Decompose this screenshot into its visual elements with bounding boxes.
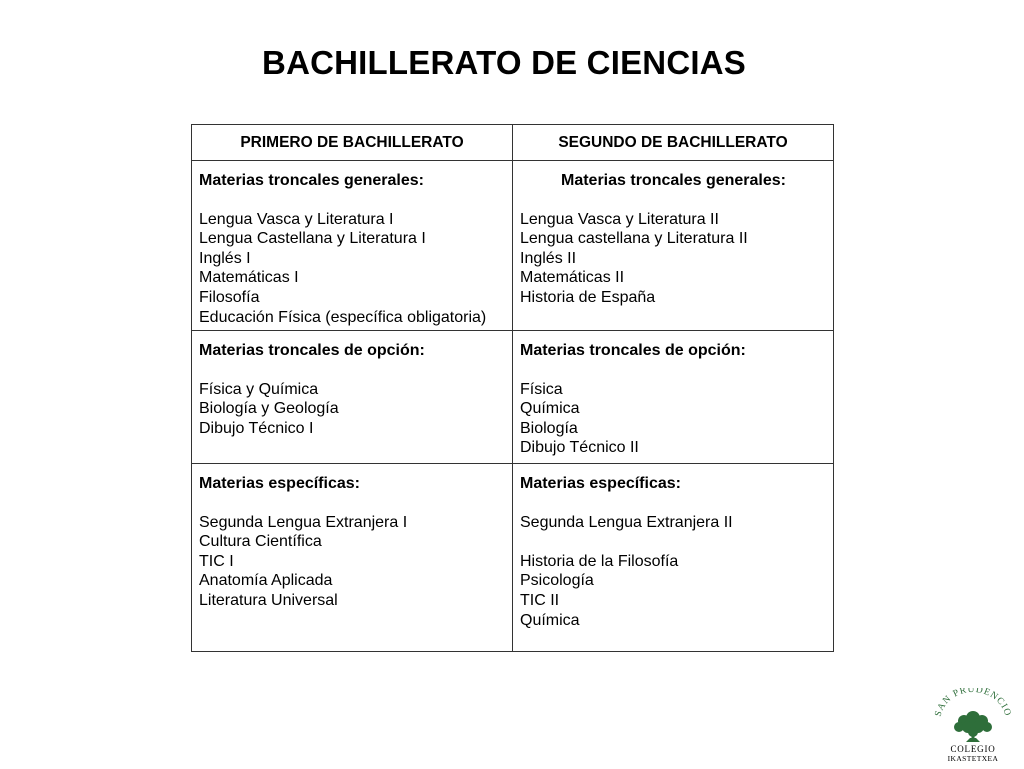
subject-item: Matemáticas I [199, 269, 299, 287]
subject-item: Educación Física (específica obligatoria) [199, 308, 487, 326]
subject-item: Lengua castellana y Literatura II [520, 230, 748, 248]
column-header-first-year: PRIMERO DE BACHILLERATO [192, 125, 513, 161]
section-heading: Materias específicas: [520, 475, 681, 492]
subject-item: Química [520, 400, 580, 418]
subject-item: Historia de España [520, 288, 656, 306]
subject-item: Dibujo Técnico II [520, 439, 639, 457]
section-heading: Materias específicas: [199, 475, 360, 492]
spacer [520, 532, 827, 552]
column-header-second-year: SEGUNDO DE BACHILLERATO [513, 125, 834, 161]
second-year-core-general-cell [513, 161, 834, 331]
first-year-specific-cell [192, 464, 513, 652]
section-heading: Materias troncales de opción: [520, 342, 746, 359]
subject-item: Dibujo Técnico I [199, 419, 314, 437]
first-year-core-general-cell [192, 161, 513, 331]
subject-item: Lengua Vasca y Literatura I [199, 210, 394, 228]
school-logo [930, 688, 1016, 764]
logo-line-colegio: COLEGIO [950, 744, 996, 754]
subject-item: Psicología [520, 572, 594, 590]
second-year-core-option-cell [513, 331, 834, 464]
subject-item: Química [520, 611, 580, 629]
subject-item: Filosofía [199, 288, 260, 306]
table-row [192, 331, 834, 464]
second-year-specific-cell [513, 464, 834, 652]
subject-item: Anatomía Aplicada [199, 572, 333, 590]
subject-item: Inglés I [199, 249, 251, 267]
subject-item: Cultura Científica [199, 533, 322, 551]
subjects-table [191, 124, 834, 652]
logo-line-ikastetxea: IKASTETXEA [947, 754, 999, 763]
subject-item: Literatura Universal [199, 591, 338, 609]
subject-item: Física y Química [199, 380, 319, 398]
subject-item: Lengua Castellana y Literatura I [199, 230, 426, 248]
subject-item: Segunda Lengua Extranjera I [199, 513, 408, 531]
subject-item: Lengua Vasca y Literatura II [520, 210, 719, 228]
subject-item: Inglés II [520, 249, 577, 267]
subject-item: Biología [520, 419, 578, 437]
logo-arc-text: SAN PRUDENCIO [933, 688, 1013, 718]
tree-logo-icon [930, 688, 1016, 764]
section-heading: Materias troncales generales: [561, 172, 786, 189]
subject-item: Biología y Geología [199, 400, 339, 418]
subject-item: TIC II [520, 591, 560, 609]
subject-item: Matemáticas II [520, 269, 625, 287]
subject-item: Historia de la Filosofía [520, 552, 679, 570]
subject-item: Física [520, 380, 563, 398]
table-row [192, 464, 834, 652]
section-heading: Materias troncales de opción: [199, 342, 425, 359]
subject-item: TIC I [199, 552, 234, 570]
subject-item: Segunda Lengua Extranjera II [520, 513, 733, 531]
page-title: BACHILLERATO DE CIENCIAS [262, 44, 746, 81]
first-year-core-option-cell [192, 331, 513, 464]
section-heading: Materias troncales generales: [199, 172, 424, 189]
table-row [192, 161, 834, 331]
table-header-row [192, 125, 834, 161]
